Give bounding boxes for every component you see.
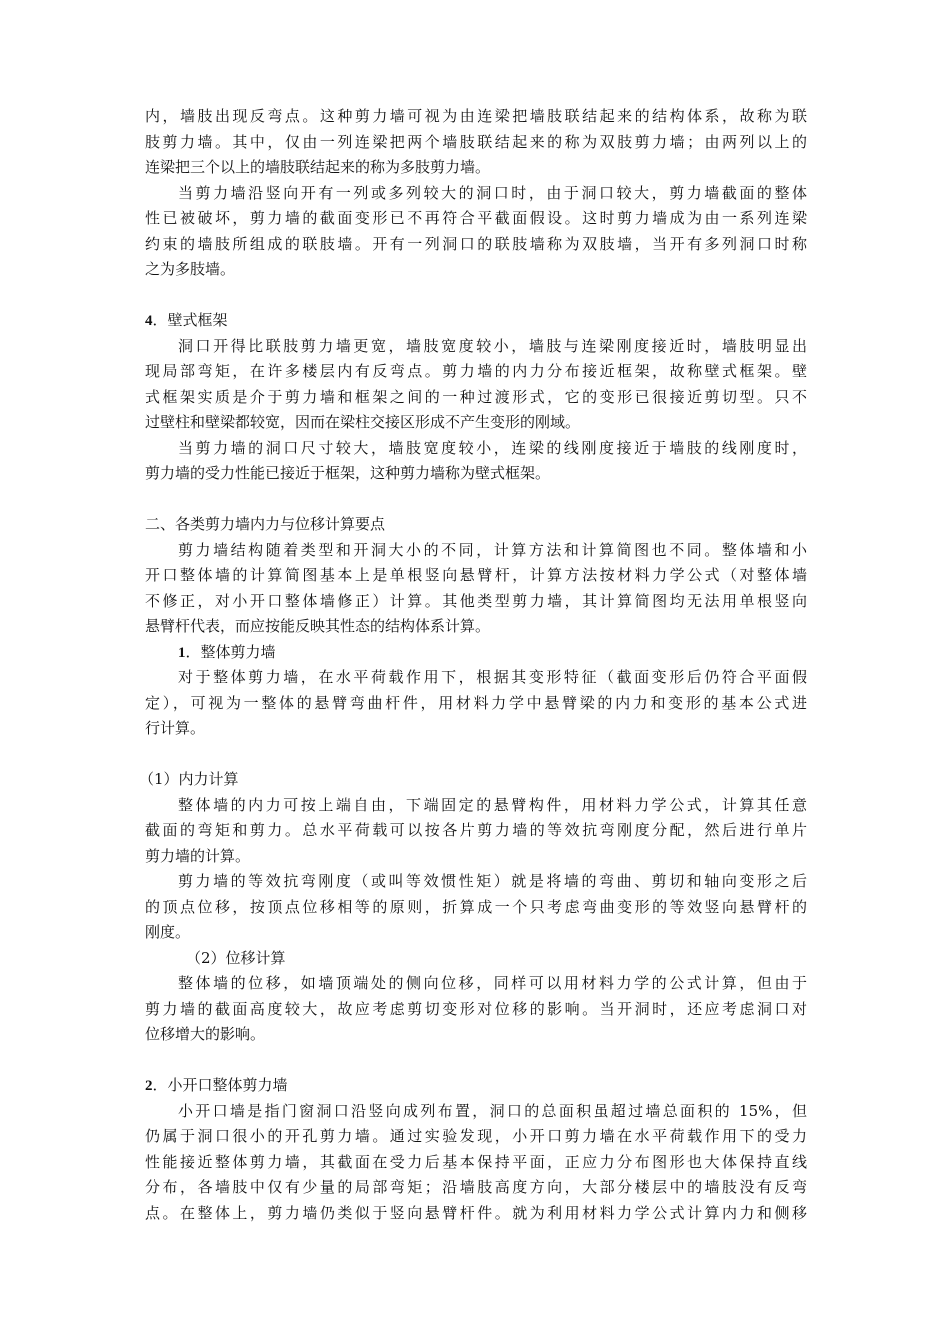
text-line xyxy=(145,1151,807,1173)
text-line xyxy=(145,1125,807,1147)
text-line xyxy=(145,156,807,178)
line-text: 刚度。 xyxy=(145,923,191,941)
text-line xyxy=(145,258,807,280)
line-text: 分布，各墙肢中仅有少量的局部弯矩；沿墙肢高度方向，大部分楼层中的墙肢没有反弯 xyxy=(145,1178,807,1196)
line-text: 点。在整体上，剪力墙仍类似于竖向悬臂杆件。就为利用材料力学公式计算内力和侧移 xyxy=(145,1204,807,1222)
line-text: 剪力墙的截面高度较大，故应考虑剪切变形对位移的影响。当开洞时，还应考虑洞口对 xyxy=(145,1000,807,1018)
text-line xyxy=(145,717,807,739)
line-text: 截面的弯矩和剪力。总水平荷载可以按各片剪力墙的等效抗弯刚度分配，然后进行单片 xyxy=(145,821,807,839)
text-line xyxy=(178,666,807,688)
section-heading xyxy=(178,641,807,663)
text-line xyxy=(178,1100,807,1122)
text-line xyxy=(145,1176,807,1198)
line-text: 不修正，对小开口整体墙修正）计算。其他类型剪力墙，其计算简图均无法用单根竖向 xyxy=(145,592,807,610)
line-text: ．壁式框架 xyxy=(152,311,228,329)
text-line xyxy=(145,896,807,918)
text-line xyxy=(178,437,807,459)
line-text: ．整体剪力墙 xyxy=(185,643,276,661)
line-text: 整体墙的位移，如墙顶端处的侧向位移，同样可以用材料力学的公式计算，但由于 xyxy=(178,974,807,992)
line-text: 之为多肢墙。 xyxy=(145,260,236,278)
text-line xyxy=(145,386,807,408)
text-line xyxy=(178,870,807,892)
text-line xyxy=(145,998,807,1020)
text-line xyxy=(145,1202,807,1224)
text-line xyxy=(145,692,807,714)
text-line xyxy=(178,794,807,816)
section-heading xyxy=(139,768,801,790)
text-line xyxy=(145,1023,807,1045)
line-text: 对于整体剪力墙，在水平荷载作用下，根据其变形特征（截面变形后仍符合平面假 xyxy=(178,668,807,686)
line-text: 性已被破坏，剪力墙的截面变形已不再符合平截面假设。这时剪力墙成为由一系列连梁 xyxy=(145,209,807,227)
line-text: 剪力墙的计算。 xyxy=(145,847,251,865)
section-heading xyxy=(145,309,807,331)
line-text: 当剪力墙的洞口尺寸较大，墙肢宽度较小，连梁的线刚度接近于墙肢的线刚度时， xyxy=(178,439,807,457)
text-line xyxy=(145,411,807,433)
line-text: 仍属于洞口很小的开孔剪力墙。通过实验发现，小开口剪力墙在水平荷载作用下的受力 xyxy=(145,1127,807,1145)
text-line xyxy=(145,131,807,153)
line-text: （2）位移计算 xyxy=(186,949,286,967)
text-line xyxy=(145,615,807,637)
section-heading xyxy=(186,947,848,969)
text-line xyxy=(145,360,807,382)
line-text: 剪力墙的等效抗弯刚度（或叫等效惯性矩）就是将墙的弯曲、剪切和轴向变形之后 xyxy=(178,872,807,890)
line-text: 悬臂杆代表，而应按能反映其性态的结构体系计算。 xyxy=(145,617,491,635)
text-line xyxy=(145,462,807,484)
text-line xyxy=(178,539,807,561)
text-line xyxy=(145,921,807,943)
line-text: 现局部弯矩，在许多楼层内有反弯点。剪力墙的内力分布接近框架，故称壁式框架。壁 xyxy=(145,362,807,380)
line-text: 整体墙的内力可按上端自由，下端固定的悬臂构件，用材料力学公式，计算其任意 xyxy=(178,796,807,814)
section-heading xyxy=(145,1074,807,1096)
text-line xyxy=(145,105,807,127)
line-text: （1）内力计算 xyxy=(139,770,239,788)
line-text: 二、各类剪力墙内力与位移计算要点 xyxy=(145,515,386,533)
text-line xyxy=(178,182,807,204)
line-text: 性能接近整体剪力墙，其截面在受力后基本保持平面，正应力分布图形也大体保持直线 xyxy=(145,1153,807,1171)
heading-number: 2 xyxy=(145,1078,153,1094)
line-text: 行计算。 xyxy=(145,719,206,737)
line-text: 剪力墙的受力性能已接近于框架，这种剪力墙称为壁式框架。 xyxy=(145,464,551,482)
line-text: 连梁把三个以上的墙肢联结起来的称为多肢剪力墙。 xyxy=(145,158,491,176)
line-text: 剪力墙结构随着类型和开洞大小的不同，计算方法和计算简图也不同。整体墙和小 xyxy=(178,541,807,559)
section-heading xyxy=(145,513,807,535)
heading-number: 4 xyxy=(145,313,153,329)
text-line xyxy=(145,207,807,229)
text-line xyxy=(145,845,807,867)
text-line xyxy=(178,335,807,357)
line-text: 的顶点位移，按顶点位移相等的原则，折算成一个只考虑弯曲变形的等效竖向悬臂杆的 xyxy=(145,898,807,916)
line-text: 小开口墙是指门窗洞口沿竖向成列布置，洞口的总面积虽超过墙总面积的 15%，但 xyxy=(178,1102,807,1120)
text-line xyxy=(145,564,807,586)
line-text: 肢剪力墙。其中，仅由一列连梁把两个墙肢联结起来的称为双肢剪力墙；由两列以上的 xyxy=(145,133,807,151)
text-line xyxy=(145,590,807,612)
text-line xyxy=(178,972,807,994)
line-text: 洞口开得比联肢剪力墙更宽，墙肢宽度较小，墙肢与连梁刚度接近时，墙肢明显出 xyxy=(178,337,807,355)
text-line xyxy=(145,233,807,255)
line-text: 内，墙肢出现反弯点。这种剪力墙可视为由连梁把墙肢联结起来的结构体系，故称为联 xyxy=(145,107,807,125)
heading-number: 1 xyxy=(178,645,186,661)
line-text: 过壁柱和壁梁都较宽，因而在梁柱交接区形成不产生变形的刚域。 xyxy=(145,413,581,431)
line-text: 约束的墙肢所组成的联肢墙。开有一列洞口的联肢墙称为双肢墙，当开有多列洞口时称 xyxy=(145,235,807,253)
line-text: 定），可视为一整体的悬臂弯曲杆件，用材料力学中悬臂梁的内力和变形的基本公式进 xyxy=(145,694,807,712)
line-text: ．小开口整体剪力墙 xyxy=(152,1076,288,1094)
line-text: 式框架实质是介于剪力墙和框架之间的一种过渡形式，它的变形已很接近剪切型。只不 xyxy=(145,388,807,406)
line-text: 当剪力墙沿竖向开有一列或多列较大的洞口时，由于洞口较大，剪力墙截面的整体 xyxy=(178,184,807,202)
text-line xyxy=(145,819,807,841)
line-text: 开口整体墙的计算简图基本上是单根竖向悬臂杆，计算方法按材料力学公式（对整体墙 xyxy=(145,566,807,584)
line-text: 位移增大的影响。 xyxy=(145,1025,266,1043)
